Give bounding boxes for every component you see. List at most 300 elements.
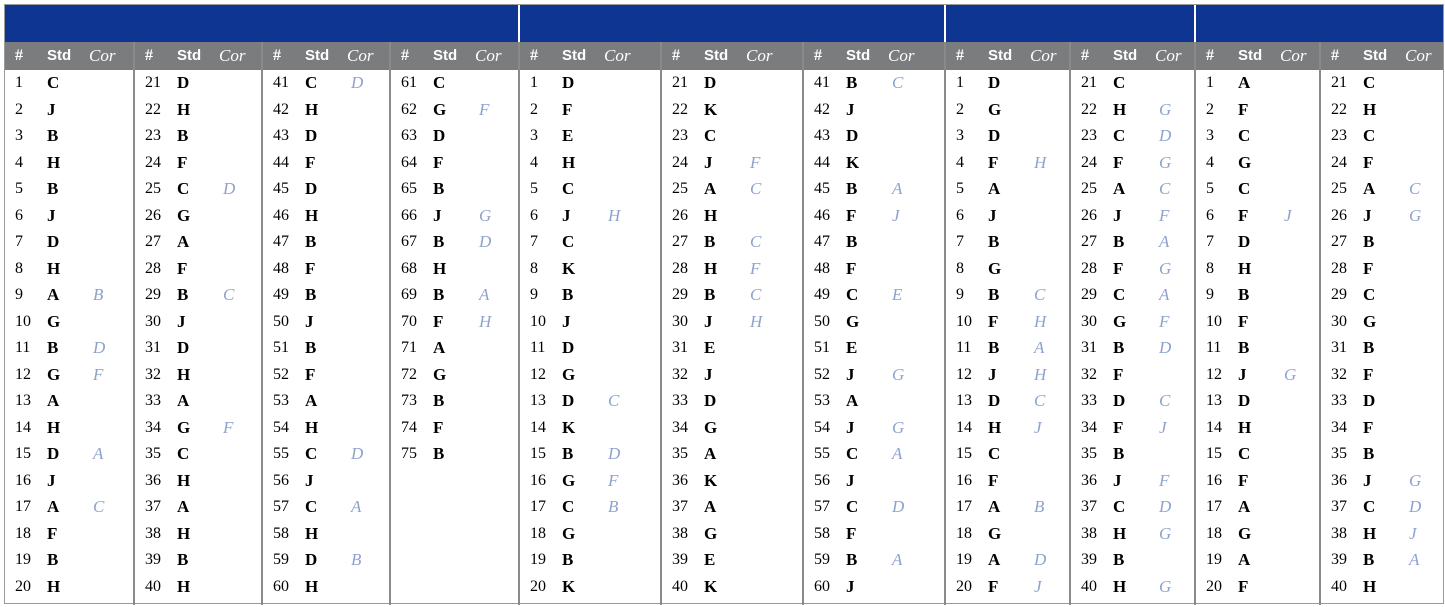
student-answer: C [1113, 285, 1126, 304]
question-number: 34 [672, 418, 688, 436]
student-answer: F [47, 523, 58, 543]
question-number: 16 [15, 471, 31, 489]
answer-row [263, 229, 389, 256]
column-header-std: Std [562, 47, 587, 64]
answer-row [1321, 256, 1445, 283]
student-answer: F [1363, 364, 1374, 384]
answer-row [1196, 335, 1319, 362]
question-number: 5 [530, 180, 538, 197]
question-number: 4 [530, 153, 538, 171]
answer-row [263, 150, 389, 177]
question-number: 41 [814, 74, 830, 91]
student-answer: B [846, 179, 858, 198]
student-answer: F [846, 205, 857, 225]
student-answer: G [562, 523, 576, 543]
student-answer: C [988, 444, 1001, 463]
correct-answer: B [1034, 497, 1045, 516]
question-number: 7 [956, 233, 964, 250]
correct-answer: C [93, 497, 105, 516]
question-number: 15 [956, 445, 972, 462]
correct-answer: D [1159, 338, 1172, 357]
question-number: 29 [672, 286, 688, 303]
column-header-std: Std [846, 47, 871, 64]
question-number: 39 [1331, 551, 1347, 568]
question-number: 19 [956, 551, 972, 568]
correct-answer: G [892, 364, 905, 384]
student-answer: F [177, 152, 188, 172]
column-header [804, 42, 944, 70]
question-number: 51 [273, 339, 289, 356]
student-answer: C [305, 444, 318, 463]
answer-row [263, 70, 389, 97]
question-number: 39 [672, 551, 688, 568]
column-header [1071, 42, 1194, 70]
answer-row [520, 335, 660, 362]
answer-row [520, 468, 660, 495]
question-number: 32 [145, 365, 161, 383]
question-number: 17 [956, 498, 972, 515]
question-number: 26 [1331, 206, 1347, 224]
question-number: 49 [814, 286, 830, 303]
question-number: 35 [1331, 445, 1347, 462]
correct-answer: D [351, 73, 364, 92]
answer-row [263, 574, 389, 601]
answer-row [520, 494, 660, 521]
answer-row [5, 494, 133, 521]
question-number: 32 [672, 365, 688, 383]
answer-column [389, 42, 518, 605]
question-number: 28 [145, 259, 161, 277]
question-number: 55 [814, 445, 830, 462]
column-header-number: # [1081, 47, 1089, 64]
correct-answer: C [1159, 179, 1171, 198]
correct-answer: C [750, 285, 762, 304]
student-answer: J [846, 99, 855, 119]
student-answer: B [47, 126, 59, 145]
student-answer: C [47, 73, 60, 92]
student-answer: B [433, 285, 445, 304]
student-answer: F [1238, 311, 1249, 331]
question-number: 16 [1206, 471, 1222, 489]
student-answer: J [47, 470, 56, 490]
question-number: 43 [273, 127, 289, 144]
answer-row [263, 282, 389, 309]
answer-row [520, 547, 660, 574]
question-number: 33 [145, 392, 161, 409]
answer-row [263, 362, 389, 389]
correct-answer: H [1034, 152, 1047, 172]
student-answer: F [1238, 470, 1249, 490]
student-answer: J [846, 364, 855, 384]
correct-answer: F [93, 364, 104, 384]
question-number: 18 [15, 524, 31, 542]
student-answer: J [305, 470, 314, 490]
question-number: 59 [273, 551, 289, 568]
correct-answer: D [351, 444, 364, 463]
answer-row [5, 441, 133, 468]
student-answer: H [177, 364, 191, 384]
answer-row [263, 388, 389, 415]
student-answer: B [562, 285, 574, 304]
question-number: 63 [401, 127, 417, 144]
question-number: 48 [273, 259, 289, 277]
correct-answer: H [479, 311, 492, 331]
question-number: 48 [814, 259, 830, 277]
answer-row [5, 70, 133, 97]
question-number: 23 [1331, 127, 1347, 144]
student-answer: J [1113, 205, 1122, 225]
answer-row [804, 309, 944, 336]
student-answer: F [1113, 417, 1124, 437]
student-answer: G [1363, 311, 1377, 331]
answer-row [1196, 282, 1319, 309]
answer-row [520, 123, 660, 150]
question-number: 6 [1206, 206, 1214, 224]
student-answer: C [562, 232, 575, 251]
student-answer: J [47, 99, 56, 119]
correct-answer: A [1409, 550, 1420, 569]
correct-answer: G [892, 417, 905, 437]
student-answer: F [305, 258, 316, 278]
question-number: 26 [1081, 206, 1097, 224]
question-number: 2 [15, 100, 23, 118]
answer-row [1321, 521, 1445, 548]
answer-row [1321, 309, 1445, 336]
student-answer: C [1113, 73, 1126, 92]
student-answer: K [704, 576, 718, 596]
answer-row [804, 150, 944, 177]
answer-row [5, 521, 133, 548]
question-number: 44 [273, 153, 289, 171]
student-answer: D [47, 232, 60, 251]
question-number: 14 [15, 418, 31, 436]
answer-row [662, 547, 802, 574]
question-number: 39 [1081, 551, 1097, 568]
answer-row [135, 176, 261, 203]
column-header [520, 42, 660, 70]
student-answer: B [47, 338, 59, 357]
answer-row [5, 362, 133, 389]
student-answer: A [988, 497, 1001, 516]
answer-row [1321, 176, 1445, 203]
answer-row [946, 468, 1069, 495]
question-number: 38 [1331, 524, 1347, 542]
student-answer: D [305, 126, 318, 145]
student-answer: C [1363, 73, 1376, 92]
student-answer: G [433, 364, 447, 384]
answer-row [1321, 388, 1445, 415]
question-number: 36 [1331, 471, 1347, 489]
student-answer: B [305, 232, 317, 251]
correct-answer: C [223, 285, 235, 304]
correct-answer: J [1159, 417, 1167, 437]
question-number: 20 [530, 577, 546, 595]
student-answer: C [846, 285, 859, 304]
student-answer: D [305, 550, 318, 569]
student-answer: A [988, 550, 1001, 569]
answer-row [1321, 97, 1445, 124]
student-answer: B [1363, 550, 1375, 569]
student-answer: F [433, 417, 444, 437]
student-answer: A [704, 497, 717, 516]
student-answer: B [177, 126, 189, 145]
answer-row [946, 70, 1069, 97]
question-number: 40 [672, 577, 688, 595]
question-number: 31 [1081, 339, 1097, 356]
student-answer: C [305, 497, 318, 516]
answer-row [1321, 547, 1445, 574]
answer-row [804, 494, 944, 521]
question-number: 10 [956, 312, 972, 330]
question-number: 46 [273, 206, 289, 224]
correct-answer: G [1159, 523, 1172, 543]
answer-row [263, 521, 389, 548]
answer-row [1196, 494, 1319, 521]
answer-row [1071, 282, 1194, 309]
question-number: 10 [15, 312, 31, 330]
correct-answer: G [1284, 364, 1297, 384]
answer-row [5, 150, 133, 177]
answer-row [1071, 415, 1194, 442]
answer-row [135, 97, 261, 124]
question-number: 15 [1206, 445, 1222, 462]
section-header-math [518, 5, 944, 42]
correct-answer: F [750, 152, 761, 172]
question-number: 12 [1206, 365, 1222, 383]
question-number: 17 [15, 498, 31, 515]
question-number: 9 [15, 286, 23, 303]
student-answer: B [846, 73, 858, 92]
question-number: 27 [672, 233, 688, 250]
student-answer: E [704, 338, 716, 357]
student-answer: G [562, 470, 576, 490]
student-answer: A [1238, 73, 1251, 92]
student-answer: F [988, 311, 999, 331]
student-answer: D [562, 73, 575, 92]
question-number: 44 [814, 153, 830, 171]
answer-row [946, 309, 1069, 336]
student-answer: H [177, 523, 191, 543]
answer-row [5, 335, 133, 362]
student-answer: D [704, 73, 717, 92]
answer-row [263, 415, 389, 442]
student-answer: H [305, 205, 319, 225]
answer-row [1196, 203, 1319, 230]
answer-row [946, 547, 1069, 574]
answer-row [135, 415, 261, 442]
question-number: 38 [145, 524, 161, 542]
student-answer: F [1363, 258, 1374, 278]
question-number: 34 [1331, 418, 1347, 436]
student-answer: A [177, 497, 190, 516]
answer-row [1321, 415, 1445, 442]
question-number: 54 [273, 418, 289, 436]
answer-row [391, 97, 518, 124]
answer-row [662, 97, 802, 124]
answer-row [1071, 574, 1194, 601]
question-number: 7 [1206, 233, 1214, 250]
student-answer: D [1238, 232, 1251, 251]
student-answer: C [846, 497, 859, 516]
question-number: 23 [1081, 127, 1097, 144]
correct-answer: H [1034, 311, 1047, 331]
answer-key-sheet [4, 4, 1444, 604]
answer-row [804, 123, 944, 150]
question-number: 11 [15, 339, 31, 356]
column-header [135, 42, 261, 70]
correct-answer: G [1159, 152, 1172, 172]
student-answer: G [988, 523, 1002, 543]
student-answer: F [1113, 258, 1124, 278]
student-answer: B [177, 285, 189, 304]
student-answer: C [1363, 126, 1376, 145]
question-number: 25 [1081, 180, 1097, 197]
student-answer: E [562, 126, 574, 145]
student-answer: H [177, 99, 191, 119]
answer-row [946, 97, 1069, 124]
student-answer: B [177, 550, 189, 569]
correct-answer: J [1034, 576, 1042, 596]
question-number: 43 [814, 127, 830, 144]
student-answer: A [704, 179, 717, 198]
question-number: 23 [145, 127, 161, 144]
correct-answer: G [1409, 205, 1422, 225]
correct-answer: G [479, 205, 492, 225]
answer-row [804, 229, 944, 256]
answer-column [133, 42, 261, 605]
answer-row [520, 521, 660, 548]
question-number: 35 [672, 445, 688, 462]
student-answer: H [47, 152, 61, 172]
column-header [662, 42, 802, 70]
student-answer: B [1363, 232, 1375, 251]
question-number: 9 [1206, 286, 1214, 303]
answer-row [1196, 309, 1319, 336]
column-header [5, 42, 133, 70]
answer-row [1071, 468, 1194, 495]
correct-answer: H [1034, 364, 1047, 384]
question-number: 4 [15, 153, 23, 171]
column-header-cor: Cor [219, 46, 246, 65]
student-answer: D [1363, 391, 1376, 410]
answer-row [946, 123, 1069, 150]
student-answer: H [1363, 99, 1377, 119]
correct-answer: A [1159, 232, 1170, 251]
student-answer: E [846, 338, 858, 357]
column-header-number: # [145, 47, 153, 64]
answer-row [520, 203, 660, 230]
correct-answer: A [892, 550, 903, 569]
question-number: 1 [956, 74, 964, 91]
answer-row [1071, 203, 1194, 230]
correct-answer: D [223, 179, 236, 198]
column-header [263, 42, 389, 70]
column-header [946, 42, 1069, 70]
student-answer: H [704, 205, 718, 225]
question-number: 28 [1331, 259, 1347, 277]
answer-row [5, 468, 133, 495]
question-number: 75 [401, 445, 417, 462]
correct-answer: C [1409, 179, 1421, 198]
question-number: 66 [401, 206, 417, 224]
answer-row [1196, 388, 1319, 415]
answer-row [662, 150, 802, 177]
answer-column [518, 42, 660, 605]
answer-row [1071, 97, 1194, 124]
question-number: 29 [1331, 286, 1347, 303]
question-number: 8 [956, 259, 964, 277]
answer-row [135, 203, 261, 230]
student-answer: J [47, 205, 56, 225]
answer-row [135, 362, 261, 389]
correct-answer: A [479, 285, 490, 304]
correct-answer: C [892, 73, 904, 92]
answer-row [1071, 362, 1194, 389]
answer-row [391, 70, 518, 97]
question-number: 33 [1081, 392, 1097, 409]
question-number: 54 [814, 418, 830, 436]
answer-row [5, 388, 133, 415]
answer-row [804, 547, 944, 574]
answer-column [5, 42, 133, 605]
answer-row [1196, 415, 1319, 442]
correct-answer: D [1159, 497, 1172, 516]
answer-row [804, 256, 944, 283]
question-number: 24 [672, 153, 688, 171]
section-header-reading [944, 5, 1194, 42]
answer-row [263, 97, 389, 124]
student-answer: H [47, 576, 61, 596]
student-answer: B [433, 444, 445, 463]
column-header-std: Std [177, 47, 202, 64]
answer-row [804, 441, 944, 468]
answer-row [804, 468, 944, 495]
answer-row [5, 229, 133, 256]
answer-row [946, 494, 1069, 521]
question-number: 50 [814, 312, 830, 330]
student-answer: C [177, 179, 190, 198]
question-number: 56 [814, 471, 830, 489]
answer-row [946, 256, 1069, 283]
answer-row [1071, 494, 1194, 521]
correct-answer: B [93, 285, 104, 304]
column-header-std: Std [1363, 47, 1388, 64]
column-header-cor: Cor [347, 46, 374, 65]
student-answer: F [1363, 417, 1374, 437]
answer-row [135, 256, 261, 283]
column-header-std: Std [704, 47, 729, 64]
question-number: 29 [1081, 286, 1097, 303]
correct-answer: C [1034, 391, 1046, 410]
answer-row [391, 362, 518, 389]
column-header-std: Std [433, 47, 458, 64]
question-number: 30 [145, 312, 161, 330]
question-number: 12 [956, 365, 972, 383]
student-answer: A [1363, 179, 1376, 198]
student-answer: B [846, 550, 858, 569]
answer-row [946, 150, 1069, 177]
question-number: 29 [145, 286, 161, 303]
answer-row [662, 521, 802, 548]
question-number: 38 [672, 524, 688, 542]
student-answer: G [47, 311, 61, 331]
question-number: 10 [1206, 312, 1222, 330]
answer-row [662, 494, 802, 521]
answer-row [662, 468, 802, 495]
question-number: 17 [530, 498, 546, 515]
answer-row [391, 441, 518, 468]
student-answer: D [562, 391, 575, 410]
